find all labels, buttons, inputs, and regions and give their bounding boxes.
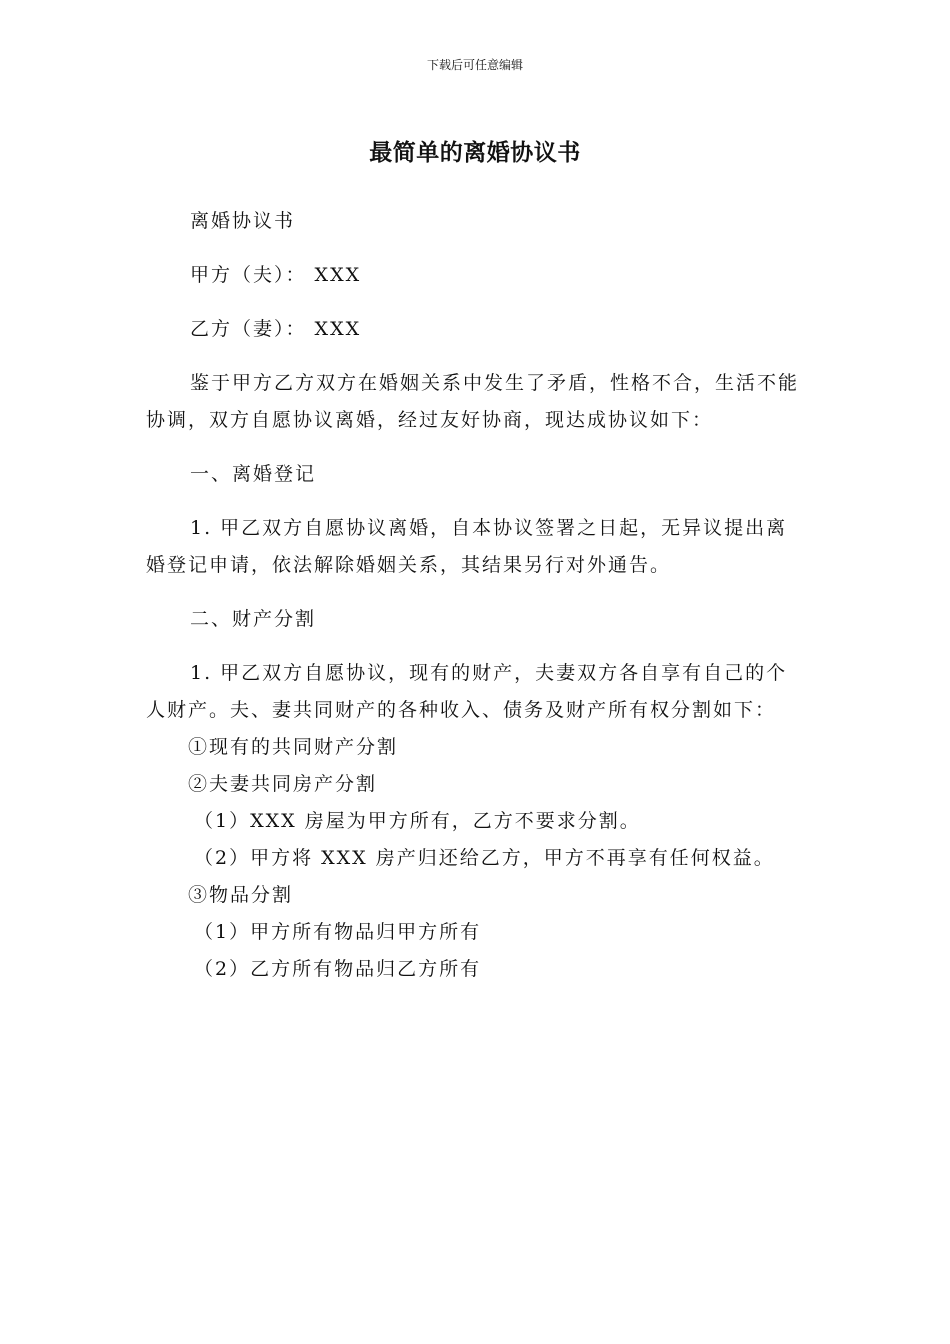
paragraph-registration-clause: 1. 甲乙双方自愿协议离婚，自本协议签署之日起，无异议提出离婚登记申请，依法解除婚姻关系，其结果另行对外通告。 — [146, 517, 788, 576]
paragraph-party-b: 乙方（妻）： XXX — [190, 318, 362, 340]
document-body — [146, 203, 806, 988]
list-item-goods: ③物品分割 — [188, 884, 294, 906]
list-item-goods-2: （2）乙方所有物品归乙方所有 — [194, 958, 482, 980]
list-item-house-2: （2）甲方将 XXX 房产归还给乙方，甲方不再享有任何权益。 — [194, 847, 775, 869]
paragraph-party-a: 甲方（夫）： XXX — [190, 264, 362, 286]
paragraph-preamble: 鉴于甲方乙方双方在婚姻关系中发生了矛盾，性格不合，生活不能协调，双方自愿协议离婚，经过友好协商，现达成协议如下： — [146, 372, 800, 431]
section-heading-property-division: 二、财产分割 — [190, 608, 317, 630]
list-item-goods-1: （1）甲方所有物品归甲方所有 — [194, 921, 482, 943]
paragraph-property-clause: 1. 甲乙双方自愿协议，现有的财产，夫妻双方各自享有自己的个人财产。夫、妻共同财产的各种收入、债务及财产所有权分割如下： — [146, 662, 788, 721]
section-heading-divorce-registration: 一、离婚登记 — [190, 463, 317, 485]
document-title: 最简单的离婚协议书 — [369, 140, 581, 166]
header-note: 下载后可任意编辑 — [426, 58, 523, 72]
paragraph-heading: 离婚协议书 — [190, 210, 296, 232]
list-item-house-property: ②夫妻共同房产分割 — [188, 773, 378, 795]
list-item-common-property: ①现有的共同财产分割 — [188, 736, 399, 758]
list-item-house-1: （1）XXX 房屋为甲方所有，乙方不要求分割。 — [194, 810, 641, 832]
